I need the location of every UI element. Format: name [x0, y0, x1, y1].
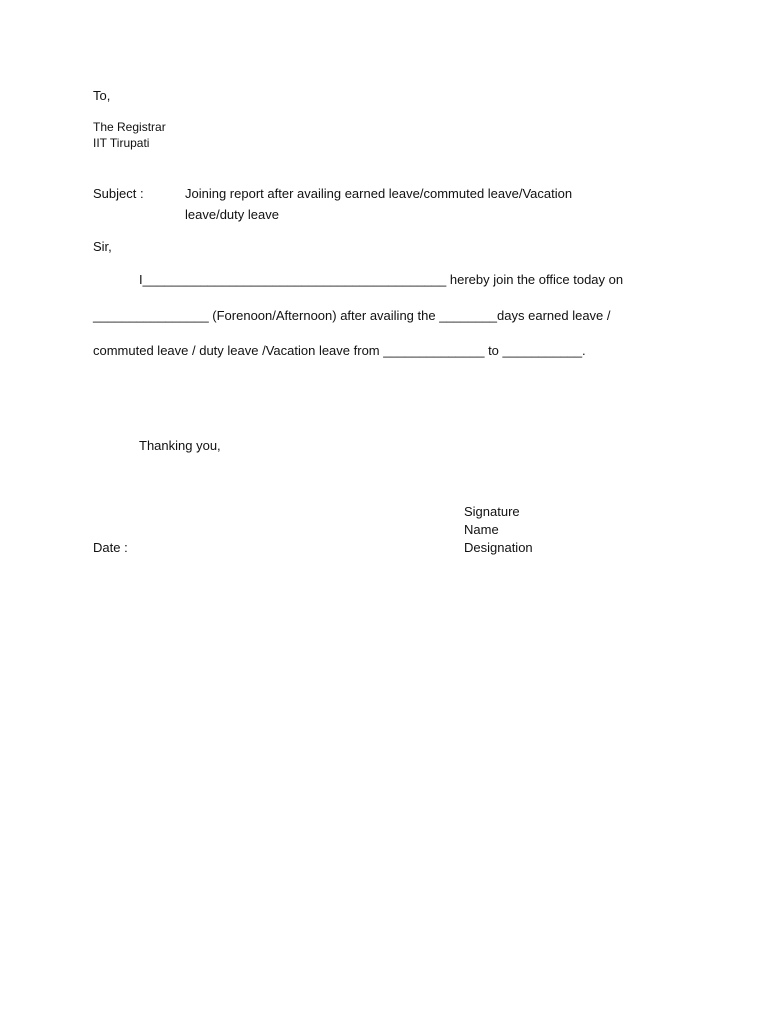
salutation-to: To,: [93, 88, 111, 103]
addressee-line-1: The Registrar: [93, 120, 166, 134]
subject-line-1: Joining report after availing earned leave/commuted leave/Vacation: [185, 186, 573, 201]
closing: Thanking you,: [139, 438, 221, 453]
designation-label: Designation: [464, 540, 533, 555]
addressee-line-2: IIT Tirupati: [93, 136, 150, 150]
greeting: Sir,: [93, 239, 112, 254]
body-line-1: I__________________________________________ hereby join the office today on: [139, 272, 624, 287]
subject-line-2: leave/duty leave: [185, 207, 279, 222]
name-label: Name: [464, 522, 499, 537]
signature-label: Signature: [464, 504, 520, 519]
body-line-2: ________________ (Forenoon/Afternoon) after availing the ________days earned leave /: [93, 308, 611, 323]
body-line-3: commuted leave / duty leave /Vacation leave from ______________ to ___________.: [93, 343, 586, 358]
date-label: Date :: [93, 540, 128, 555]
subject-label: Subject :: [93, 186, 144, 201]
